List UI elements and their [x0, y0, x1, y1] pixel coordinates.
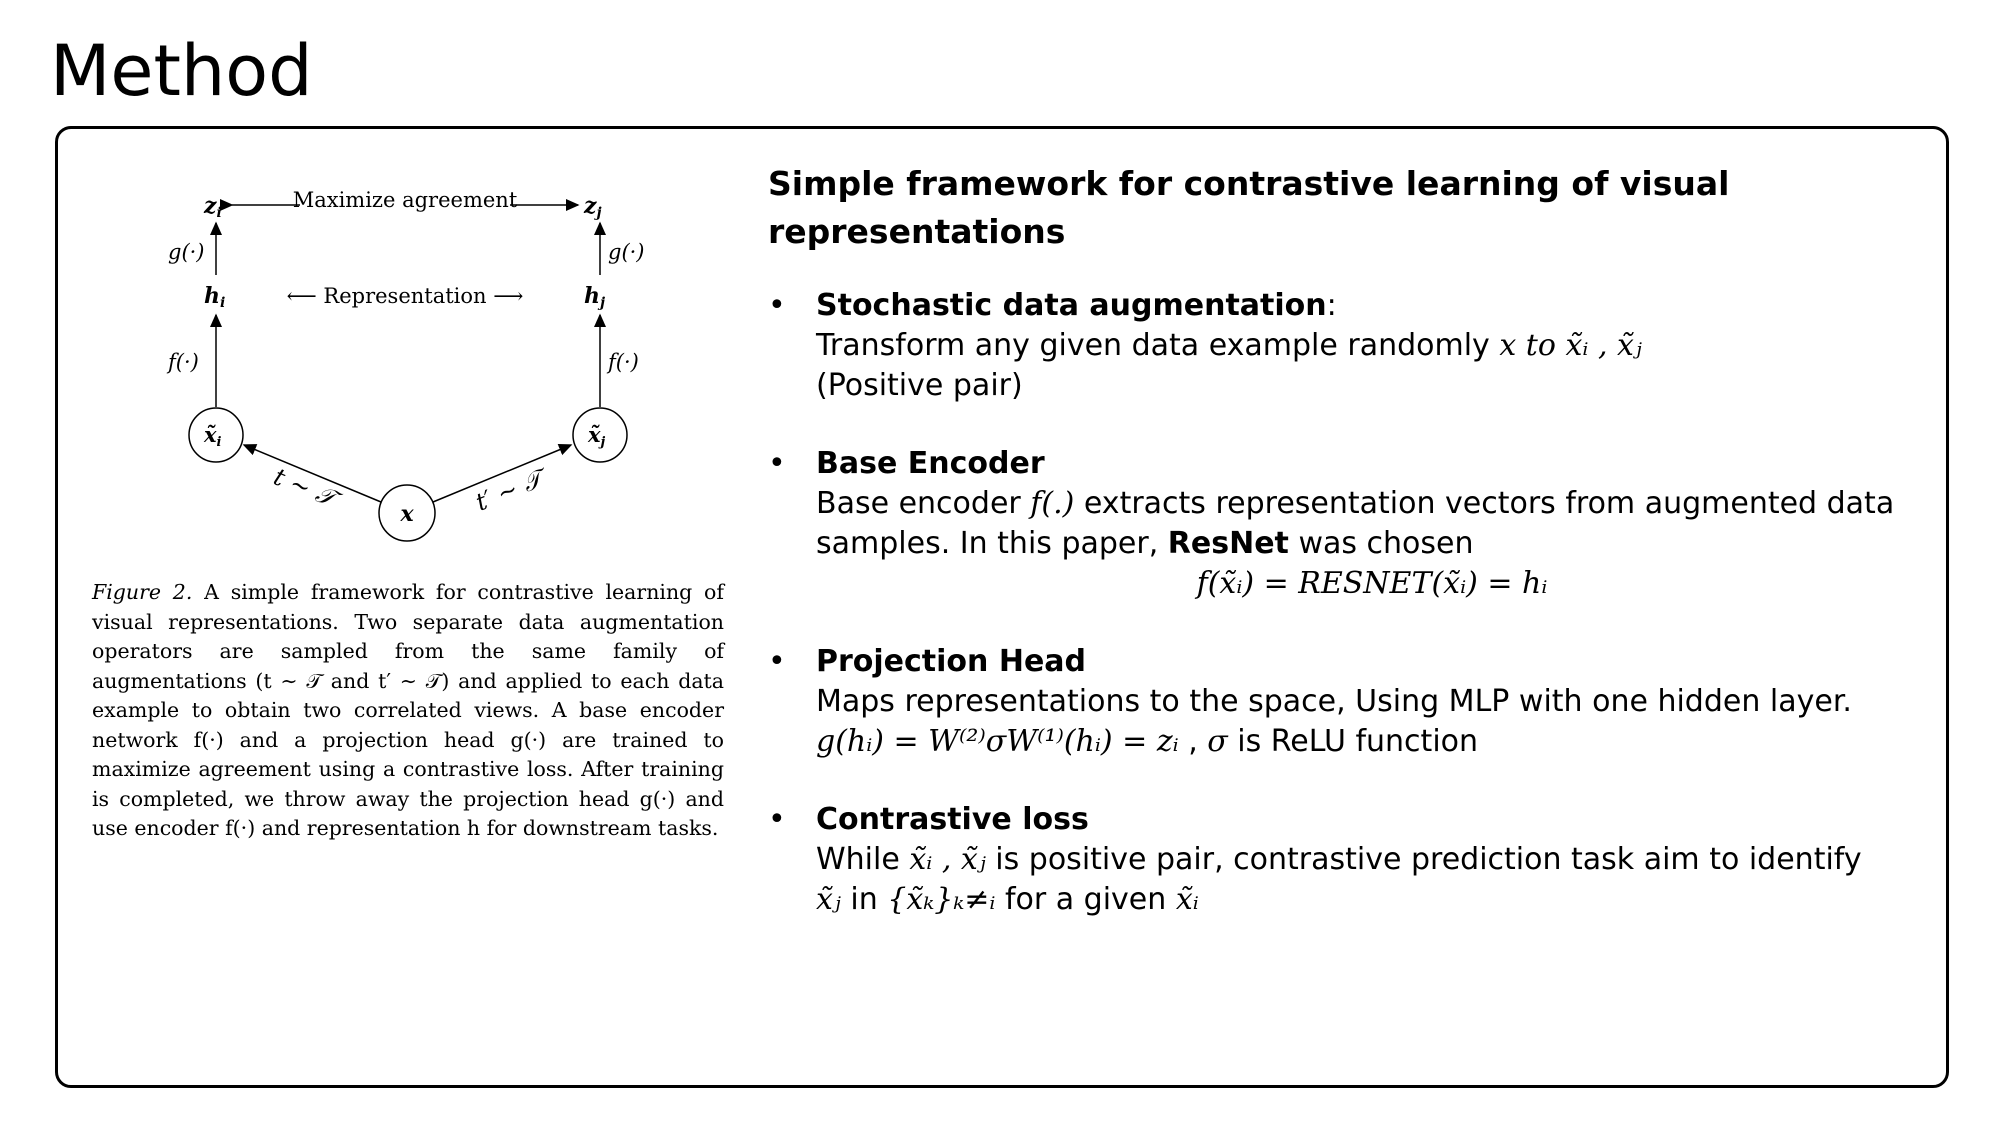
projection-note: is ReLU function	[1227, 724, 1479, 759]
caption-label: Figure 2.	[92, 580, 193, 604]
z-i-label: zi	[204, 193, 222, 221]
section-augmentation	[768, 286, 1928, 406]
bullet: •	[768, 288, 786, 323]
bullet: •	[768, 802, 786, 837]
encoder-text-pre: Base encoder	[816, 486, 1031, 521]
section-title: Stochastic data augmentation	[816, 288, 1327, 323]
h-i-label: hi	[204, 283, 226, 311]
augmentation-text: Transform any given data example randomly	[816, 328, 1500, 363]
t-right-label: t′ ∼ 𝒯	[471, 464, 547, 517]
section-loss	[768, 800, 1928, 920]
loss-set: {x̃ₖ}ₖ≠ᵢ	[887, 882, 996, 917]
x-i-label: x̃i	[204, 422, 222, 450]
encoder-text-end: was chosen	[1288, 526, 1474, 561]
loss-math-2: x̃ⱼ	[816, 882, 841, 917]
z-j-label: zj	[584, 193, 602, 221]
section-encoder	[768, 444, 1928, 604]
loss-text-post: for a given	[995, 882, 1176, 917]
figure-caption	[92, 578, 724, 844]
g-right-label: g(·)	[608, 240, 645, 264]
simclr-diagram	[150, 165, 710, 565]
f-right-label: f(·)	[608, 350, 639, 374]
g-left-label: g(·)	[168, 240, 205, 264]
encoder-text: extracts representation vectors from augmented data samples. In this paper,	[816, 486, 1895, 561]
bullet: •	[768, 446, 786, 481]
sigma-symbol: σ	[1207, 724, 1228, 759]
projection-equation: g(hᵢ) = W⁽²⁾σW⁽¹⁾(hᵢ) = zᵢ	[816, 724, 1179, 759]
loss-text-mid: in	[840, 882, 888, 917]
x-j-label: x̃j	[588, 422, 606, 450]
maximize-label: Maximize agreement	[292, 188, 518, 212]
representation-label: ⟵ Representation ⟶	[286, 284, 524, 308]
title-suffix: :	[1326, 288, 1337, 323]
f-left-label: f(·)	[168, 350, 199, 374]
slide-title: Method	[50, 30, 313, 112]
caption-text: A simple framework for contrastive learning of visual representations. Two separate data augmentation operators are sampled from the same family of augmentations (t ∼ 𝒯 and t′ ∼ 𝒯) and applied to each data example to obtain two correlated views. A base encoder network f(·) and a projection head g(·) are trained to maximize agreement using a contrastive loss. After training is completed, we throw away the projection head g(·) and use encoder f(·) and representation h for downstream tasks.	[92, 580, 724, 840]
bullet: •	[768, 644, 786, 679]
projection-text: Maps representations to the space, Using MLP with one hidden layer.	[816, 684, 1852, 719]
loss-math: x̃ᵢ , x̃ⱼ	[909, 842, 986, 877]
section-title: Base Encoder	[816, 446, 1045, 481]
method-content	[768, 160, 1928, 920]
h-j-label: hj	[584, 283, 606, 311]
augmentation-note: (Positive pair)	[816, 368, 1023, 403]
loss-text-pre: While	[816, 842, 910, 877]
loss-math-3: x̃ᵢ	[1175, 882, 1199, 917]
section-projection	[768, 642, 1928, 762]
projection-sep: ,	[1178, 724, 1208, 759]
augmentation-math: x to x̃ᵢ , x̃ⱼ	[1499, 328, 1642, 363]
x-label: x	[400, 501, 414, 527]
resnet-highlight: ResNet	[1167, 526, 1289, 561]
section-title: Projection Head	[816, 644, 1087, 679]
content-heading: Simple framework for contrastive learning of visual representations	[768, 164, 1730, 251]
t-left-label: t ∼ 𝒯	[269, 462, 340, 513]
section-title: Contrastive loss	[816, 802, 1089, 837]
encoder-equation: f(x̃ᵢ) = RESNET(x̃ᵢ) = hᵢ	[1196, 566, 1548, 601]
encoder-math: f(.)	[1030, 486, 1075, 521]
loss-text: is positive pair, contrastive prediction task aim to identify	[985, 842, 1862, 877]
